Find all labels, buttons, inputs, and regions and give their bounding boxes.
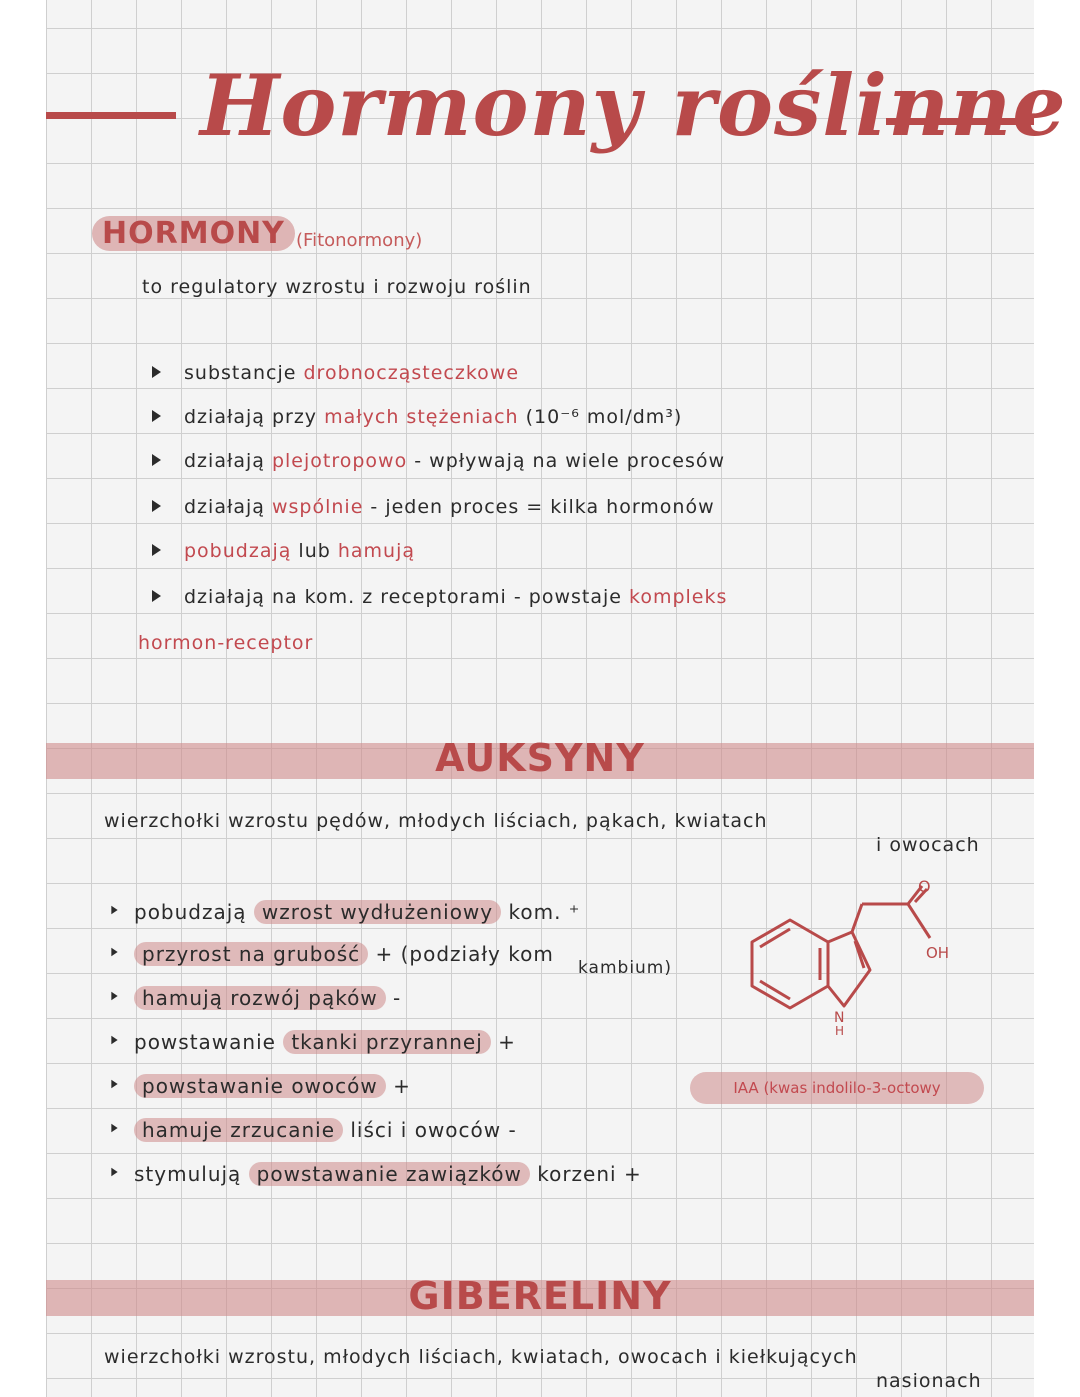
property-text: działają bbox=[184, 450, 272, 472]
bullet-icon bbox=[152, 590, 161, 602]
effect-post: + (podziały kom bbox=[368, 942, 554, 966]
term-alt: (Fitonormony) bbox=[296, 230, 423, 251]
effect-item bbox=[134, 1030, 516, 1054]
bullet-icon bbox=[111, 1168, 117, 1176]
effect-hl: powstawanie owoców bbox=[134, 1074, 386, 1098]
page-title: Hormony roślinne bbox=[200, 56, 1067, 155]
effect-hl: powstawanie zawiązków bbox=[249, 1162, 530, 1186]
property-text: plejotropowo bbox=[271, 450, 408, 472]
effect-post: + bbox=[385, 1074, 411, 1098]
bullet-icon bbox=[111, 1124, 117, 1132]
effect-post: liści i owoców - bbox=[343, 1118, 517, 1142]
auksyny-location-cont: i owocach bbox=[876, 834, 980, 856]
bullet-icon bbox=[152, 544, 161, 556]
effect-item bbox=[134, 986, 401, 1010]
effect-post: - bbox=[385, 986, 402, 1010]
gibereliny-heading: GIBERELINY bbox=[408, 1274, 672, 1318]
term-hormony: HORMONY bbox=[92, 216, 295, 251]
auksyny-heading: AUKSYNY bbox=[435, 736, 645, 780]
property-text: działają na kom. z receptorami - powstaje bbox=[184, 586, 629, 608]
title-rule-left bbox=[46, 112, 176, 119]
bullet-icon bbox=[152, 366, 161, 378]
property-text: drobnocząsteczkowe bbox=[303, 362, 520, 384]
gibereliny-location: wierzchołki wzrostu, młodych liściach, kwiatach, owocach i kiełkujących bbox=[104, 1346, 858, 1368]
gibereliny-location-cont: nasionach bbox=[876, 1370, 982, 1392]
property-text: - jeden proces = kilka hormonów bbox=[363, 496, 715, 518]
effect-item bbox=[134, 942, 554, 966]
n-label: N bbox=[834, 1010, 845, 1026]
property-text: lub bbox=[291, 540, 338, 562]
property-text: (10⁻⁶ mol/dm³) bbox=[518, 406, 683, 428]
effect-hl: tkanki przyrannej bbox=[283, 1030, 490, 1054]
notebook-page bbox=[46, 0, 1034, 1397]
effect-hl: hamuje zrzucanie bbox=[134, 1118, 343, 1142]
effect-pre: powstawanie bbox=[134, 1030, 284, 1054]
effect-hl: przyrost na grubość bbox=[134, 942, 368, 966]
effect-item bbox=[134, 1162, 642, 1186]
properties-continuation: hormon-receptor bbox=[138, 632, 314, 654]
bullet-icon bbox=[111, 906, 117, 914]
effect-post: korzeni + bbox=[529, 1162, 642, 1186]
property-text: działają przy bbox=[184, 406, 325, 428]
bullet-icon bbox=[111, 1080, 117, 1088]
effect-post: + bbox=[490, 1030, 516, 1054]
iaa-molecule bbox=[712, 872, 992, 1042]
o-label: O bbox=[918, 877, 931, 896]
effect-post: kom. ⁺ bbox=[501, 900, 581, 924]
effect-item bbox=[134, 900, 580, 924]
property-item bbox=[184, 586, 727, 608]
property-text: działają bbox=[184, 496, 272, 518]
pyrrole-ring bbox=[828, 932, 870, 1006]
property-item bbox=[184, 540, 415, 562]
h-label: H bbox=[835, 1024, 845, 1038]
bullet-icon bbox=[111, 948, 117, 956]
property-item bbox=[184, 362, 519, 384]
benzene-ring bbox=[752, 920, 828, 1008]
effect-pre: stymulują bbox=[134, 1162, 249, 1186]
bullet-icon bbox=[152, 500, 161, 512]
bullet-icon bbox=[152, 410, 161, 422]
property-text: pobudzają bbox=[184, 540, 292, 562]
property-text: substancje bbox=[184, 362, 304, 384]
property-item bbox=[184, 496, 715, 518]
effect-item bbox=[134, 1118, 517, 1142]
effect-hl: hamują rozwój pąków bbox=[134, 986, 386, 1010]
auksyny-location: wierzchołki wzrostu pędów, młodych liściach, pąkach, kwiatach bbox=[104, 810, 768, 832]
property-text: - wpływają na wiele procesów bbox=[407, 450, 726, 472]
iaa-caption: IAA (kwas indolilo-3-octowy bbox=[690, 1072, 984, 1104]
effect-pre: pobudzają bbox=[134, 900, 254, 924]
bullet-icon bbox=[111, 1036, 117, 1044]
bullet-icon bbox=[152, 454, 161, 466]
property-text: wspólnie bbox=[271, 496, 364, 518]
effect-hl: wzrost wydłużeniowy bbox=[254, 900, 501, 924]
bullet-icon bbox=[111, 992, 117, 1000]
property-item bbox=[184, 406, 682, 428]
definition: to regulatory wzrostu i rozwoju roślin bbox=[142, 276, 532, 298]
oh-label: OH bbox=[926, 944, 950, 962]
property-text: hamują bbox=[337, 540, 416, 562]
property-text: kompleks bbox=[629, 586, 728, 608]
effect-item bbox=[134, 1074, 411, 1098]
property-text: małych stężeniach bbox=[324, 406, 519, 428]
kambium-note: kambium) bbox=[578, 958, 673, 978]
property-item bbox=[184, 450, 725, 472]
